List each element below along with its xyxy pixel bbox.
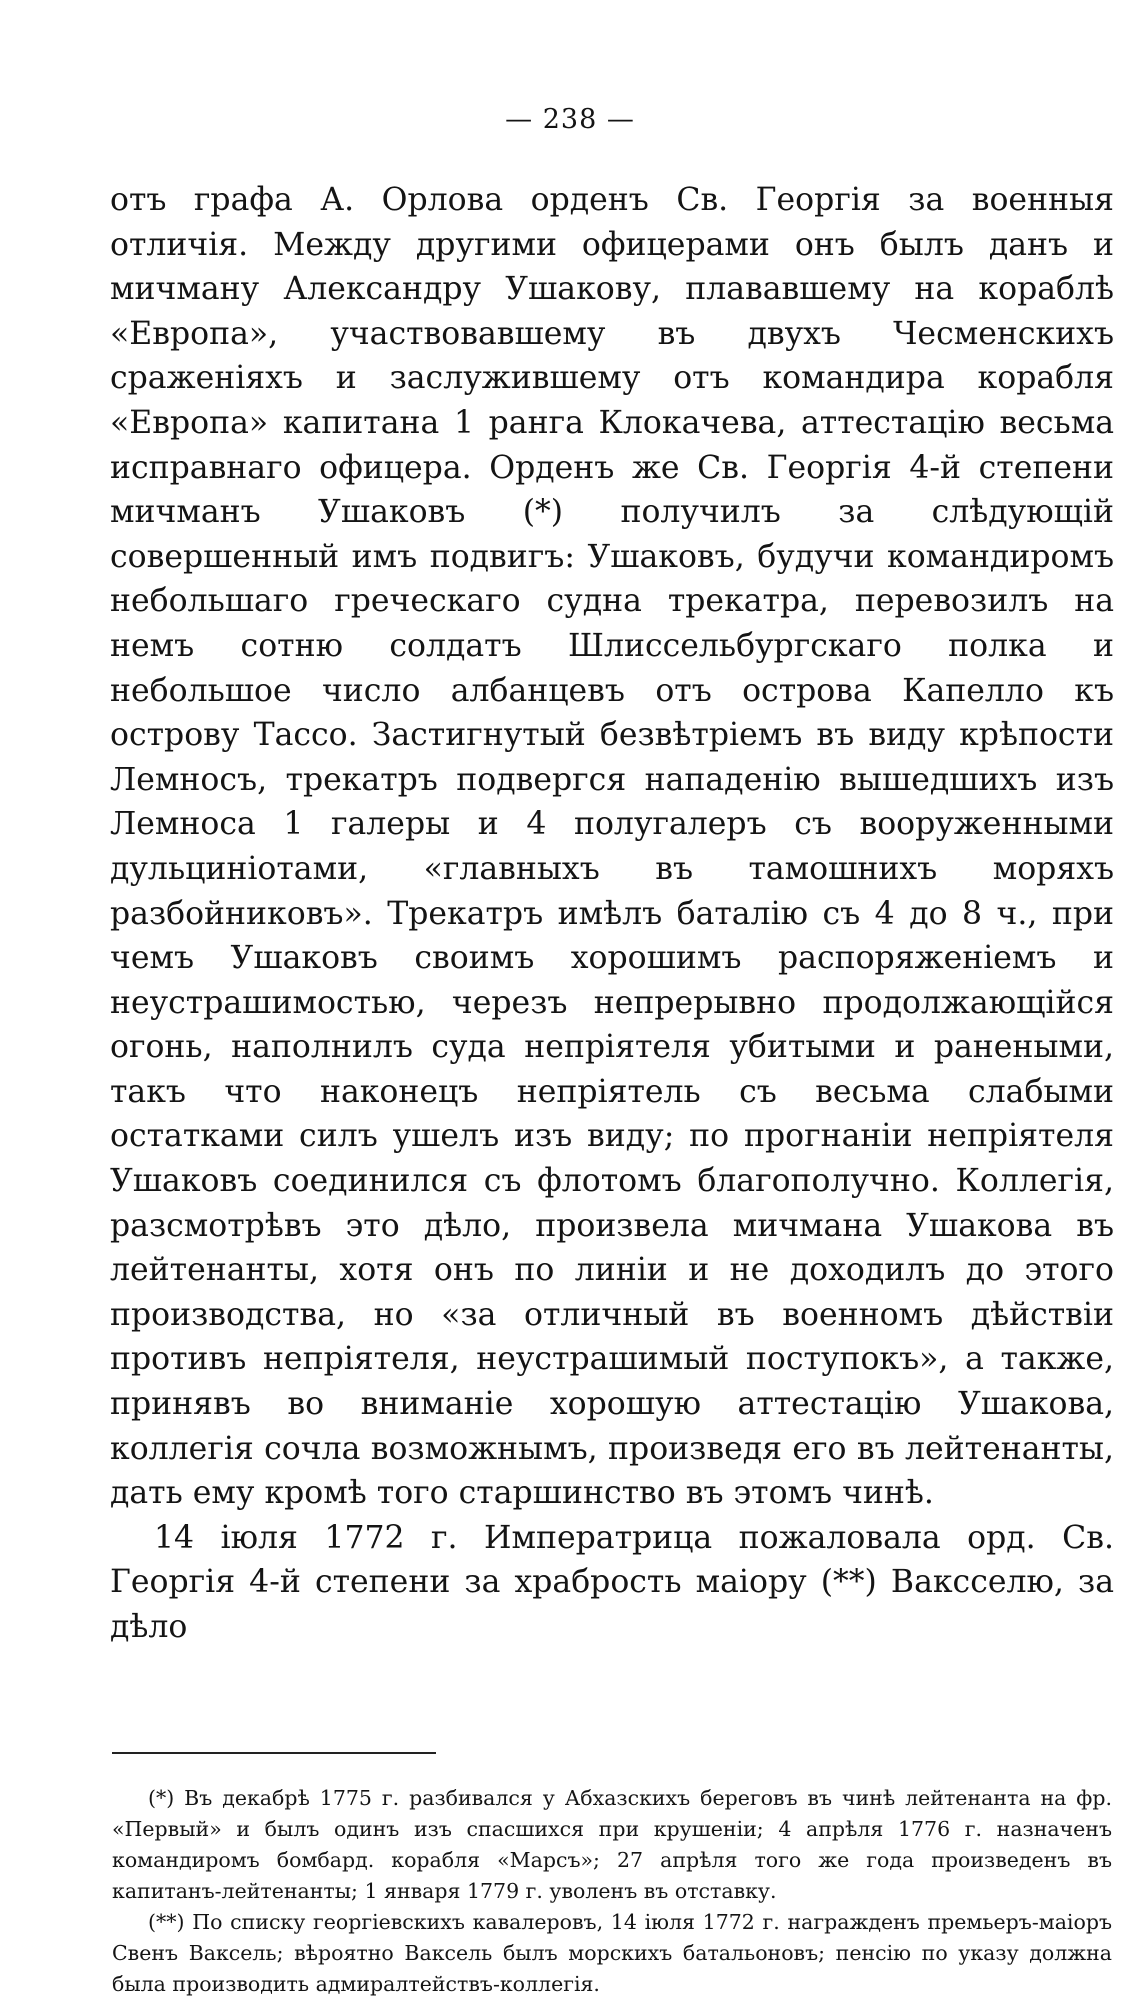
paragraph-july-1772: 14 іюля 1772 г. Императрица пожаловала орд. Св. Георгія 4-й степени за храбрость маіору (**) Ваксселю, за дѣло [110, 1519, 1114, 1645]
footnotes [112, 1783, 1112, 2000]
main-text [110, 178, 1114, 1650]
footnote-2: (**) По списку георгіевскихъ кавалеровъ, 14 іюля 1772 г. награжденъ премьеръ-маіоръ Свенъ Ваксель; вѣроятно Ваксель былъ морскихъ батальоновъ; пенсію по указу должна была производить адмиралтействъ-коллегія. [112, 1910, 1112, 1996]
footnote-divider [112, 1752, 436, 1754]
page-number: — 238 — [505, 104, 635, 135]
paragraph-continued: отъ графа А. Орлова орденъ Св. Георгія за военныя отличія. Между другими офицерами онъ былъ данъ и мичману Александру Ушакову, плававшему на кораблѣ «Европа», участвовавшему въ двухъ Чесменскихъ сраженіяхъ и заслужившему отъ командира корабля «Европа» капитана 1 ранга Клокачева, аттестацію весьма исправнаго офицера. Орденъ же Св. Георгія 4-й степени мичманъ Ушаковъ (*) получилъ за слѣдующій совершенный имъ подвигъ: Ушаковъ, будучи командиромъ небольшаго греческаго судна трекатра, перевозилъ на немъ сотню солдатъ Шлиссельбургскаго полка и небольшое число албанцевъ отъ острова Капелло къ острову Тассо. Застигнутый безвѣтріемъ въ виду крѣпости Лемносъ, трекатръ подвергся нападенію вышедшихъ изъ Лемноса 1 галеры и 4 полугалеръ съ вооруженными дульциніотами, «главныхъ въ тамошнихъ моряхъ разбойниковъ». Трекатръ имѣлъ баталію съ 4 до 8 ч., при чемъ Ушаковъ своимъ хорошимъ распоряженіемъ и неустрашимостью, черезъ непрерывно продолжающійся огонь, наполнилъ суда непріятеля убитыми и ранеными, такъ что наконецъ непріятель съ весьма слабыми остатками силъ ушелъ изъ виду; по прогнаніи непріятеля Ушаковъ соединился съ флотомъ благополучно. Коллегія, разсмотрѣвъ это дѣло, произвела мичмана Ушакова въ лейтенанты, хотя онъ по линіи и не доходилъ до этого производства, но «за отличный въ военномъ дѣйствіи противъ непріятеля, неустрашимый поступокъ», а также, принявъ во вниманіе хорошую аттестацію Ушакова, коллегія сочла возможнымъ, произведя его въ лейтенанты, дать ему кромѣ того старшинство въ этомъ чинѣ. [110, 182, 1114, 1512]
footnote-1: (*) Въ декабрѣ 1775 г. разбивался у Абхазскихъ береговъ въ чинѣ лейтенанта на фр. «Первый» и былъ одинъ изъ спасшихся при крушеніи; 4 апрѣля 1776 г. назначенъ командиромъ бомбард. корабля «Марсъ»; 27 апрѣля того же года произведенъ въ капитанъ-лейтенанты; 1 января 1779 г. уволенъ въ отставку. [112, 1786, 1112, 1903]
